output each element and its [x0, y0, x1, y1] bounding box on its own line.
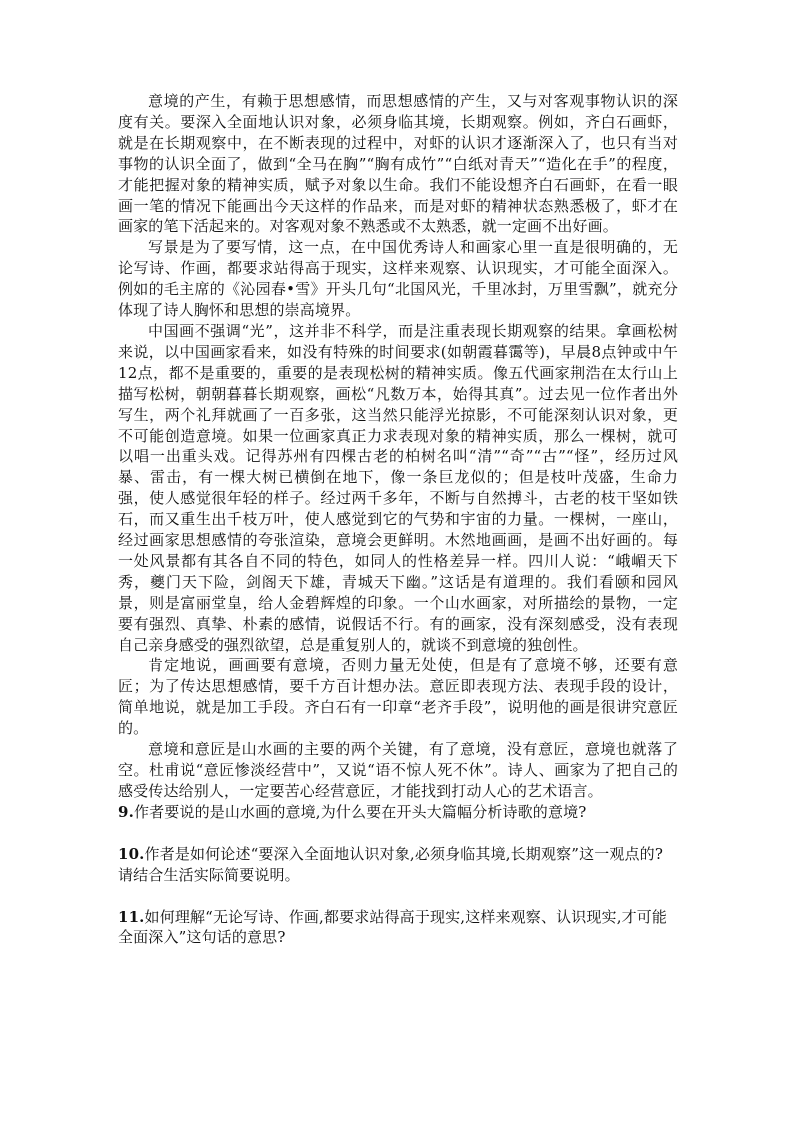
paragraph-3: 中国画不强调“光”，这并非不科学，而是注重表现长期观察的结果。拿画松树来说，以中国画家看来，如没有特殊的时间要求(如朝霞暮霭等)，早晨8点钟或中午12点，都不是重要的，重要的是表现松树的精神实质。像五代画家荆浩在太行山上描写松树，朝朝暮暮长期观察，画松“凡数万本，始得其真”。过去见一位作者出外写生，两个礼拜就画了一百多张，这当然只能浮光掠影，不可能深刻认识对象，更不可能创造意境。如果一位画家真正力求表现对象的精神实质，那么一棵树，就可以唱一出重头戏。记得苏州有四棵古老的柏树名叫“清”“奇”“古”“怪”，经历过风暴、雷击，有一棵大树已横倒在地下，像一条巨龙似的；但是枝叶茂盛，生命力强，使人感觉很年轻的样子。经过两千多年，不断与自然搏斗，古老的枝干坚如铁石，而又重生出千枝万叶，使人感觉到它的气势和宇宙的力量。一棵树，一座山，经过画家思想感情的夸张渲染，意境会更鲜明。木然地画画，是画不出好画的。每一处风景都有其各自不同的特色，如同人的性格差异一样。四川人说：“峨嵋天下秀，夔门天下险，剑阁天下雄，青城天下幽。”这话是有道理的。我们看颐和园风景，则是富丽堂皇，给人金碧辉煌的印象。一个山水画家，对所描绘的景物，一定要有强烈、真挚、朴素的感情，说假话不行。有的画家，没有深刻感受，没有表现自己亲身感受的强烈欲望，总是重复别人的，就谈不到意境的独创性。: [118, 321, 678, 654]
paragraph-4: 肯定地说，画画要有意境，否则力量无处使，但是有了意境不够，还要有意匠；为了传达思想感情，要千方百计想办法。意匠即表现方法、表现手段的设计，简单地说，就是加工手段。齐白石有一印章“老齐手段”，说明他的画是很讲究意匠的。: [118, 656, 678, 738]
question-number: 10.: [118, 844, 145, 863]
question-11: [118, 907, 678, 949]
question-10: [118, 844, 678, 886]
question-text: 作者要说的是山水画的意境,为什么要在开头大篇幅分析诗歌的意境?: [133, 802, 587, 821]
question-9: [118, 802, 678, 823]
paragraph-2: 写景是为了要写情，这一点，在中国优秀诗人和画家心里一直是很明确的，无论写诗、作画，都要求站得高于现实，这样来观察、认识现实，才可能全面深入。例如的毛主席的《沁园春•雪》开头几句“北国风光，千里冰封，万里雪飘”，就充分体现了诗人胸怀和思想的崇高境界。: [118, 238, 678, 320]
question-number: 9.: [118, 802, 134, 821]
answer-space: [118, 823, 678, 844]
document-page: [118, 91, 678, 948]
question-text: 作者是如何论述“要深入全面地认识对象,必须身临其境,长期观察”这一观点的?请结合生活实际简要说明。: [118, 844, 664, 884]
question-number: 11.: [118, 907, 145, 926]
question-text: 如何理解“无论写诗、作画,都要求站得高于现实,这样来观察、认识现实,才可能全面深入”这句话的意思?: [118, 907, 668, 947]
paragraph-1: 意境的产生，有赖于思想感情，而思想感情的产生，又与对客观事物认识的深度有关。要深入全面地认识对象，必须身临其境，长期观察。例如，齐白石画虾，就是在长期观察中，在不断表现的过程中，对虾的认识才逐渐深入了，也只有当对事物的认识全面了，做到“全马在胸”“胸有成竹”“白纸对青天”“造化在手”的程度，才能把握对象的精神实质，赋予对象以生命。我们不能设想齐白石画虾，在看一眼画一笔的情况下能画出今天这样的作品来，而是对虾的精神状态熟悉极了，虾才在画家的笔下活起来的。对客观对象不熟悉或不太熟悉，就一定画不出好画。: [118, 92, 678, 236]
paragraph-5: 意境和意匠是山水画的主要的两个关键，有了意境，没有意匠，意境也就落了空。杜甫说“意匠惨淡经营中”，又说“语不惊人死不休”。诗人、画家为了把自己的感受传达给别人，一定要苦心经营意匠，才能找到打动人心的艺术语言。: [118, 740, 678, 800]
answer-space: [118, 886, 678, 907]
